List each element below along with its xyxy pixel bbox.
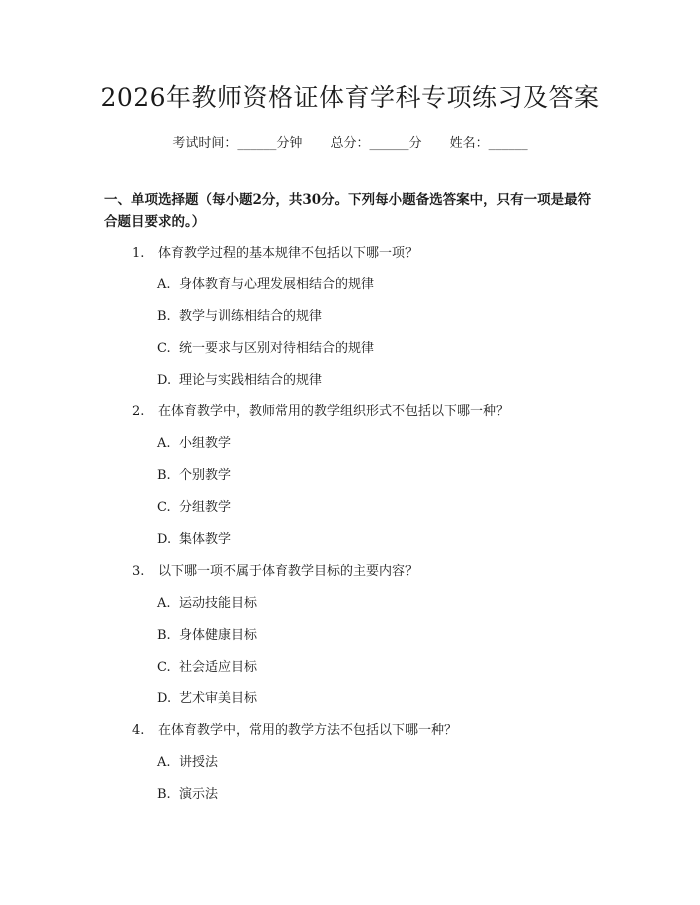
option-text: 理论与实践相结合的规律: [179, 373, 323, 388]
option-letter: A.: [157, 436, 171, 451]
question-number: 1.: [132, 246, 145, 261]
student-name-field: 姓名：______: [449, 136, 528, 151]
question-1-option-b: [157, 308, 322, 326]
question-2-option-a: [157, 435, 231, 453]
question-3: [132, 563, 418, 581]
exam-info: [0, 132, 700, 151]
option-text: 运动技能目标: [179, 596, 258, 611]
option-text: 社会适应目标: [179, 660, 258, 675]
exam-time-field: 考试时间：______分钟: [172, 136, 303, 151]
option-letter: D.: [157, 373, 172, 388]
option-text: 集体教学: [179, 532, 232, 547]
question-number: 4.: [132, 723, 145, 738]
option-text: 艺术审美目标: [179, 691, 258, 706]
option-letter: D.: [157, 691, 172, 706]
question-text: 以下哪一项不属于体育教学目标的主要内容？: [158, 564, 419, 579]
total-score-field: 总分：______分: [330, 136, 422, 151]
question-text: 在体育教学中，教师常用的教学组织形式不包括以下哪一种？: [158, 404, 510, 419]
question-3-option-d: [157, 690, 257, 708]
question-2: [132, 403, 509, 421]
question-text: 体育教学过程的基本规律不包括以下哪一项？: [158, 246, 419, 261]
question-3-option-b: [157, 627, 257, 645]
option-text: 教学与训练相结合的规律: [179, 309, 323, 324]
question-number: 3.: [132, 564, 145, 579]
option-letter: B.: [157, 787, 171, 802]
question-3-option-a: [157, 595, 257, 613]
option-text: 小组教学: [179, 436, 232, 451]
option-letter: C.: [157, 341, 171, 356]
question-2-option-d: [157, 531, 231, 549]
option-text: 演示法: [179, 787, 219, 802]
option-text: 分组教学: [179, 500, 232, 515]
question-1-option-a: [157, 276, 374, 294]
option-letter: C.: [157, 660, 171, 675]
option-letter: A.: [157, 277, 171, 292]
option-letter: B.: [157, 628, 171, 643]
question-2-option-b: [157, 467, 231, 485]
option-text: 身体教育与心理发展相结合的规律: [179, 277, 375, 292]
question-4-option-b: [157, 786, 218, 804]
question-number: 2.: [132, 404, 145, 419]
question-1-option-c: [157, 340, 374, 358]
option-letter: D.: [157, 532, 172, 547]
section-heading: 一、单项选择题（每小题2分，共30分。下列每小题备选答案中，只有一项是最符合题目要求的。）: [104, 192, 592, 230]
question-4: [132, 722, 457, 740]
option-letter: B.: [157, 309, 171, 324]
question-2-option-c: [157, 499, 231, 517]
option-letter: A.: [157, 596, 171, 611]
option-letter: A.: [157, 755, 171, 770]
document-title: 2026年教师资格证体育学科专项练习及答案: [100, 83, 600, 112]
question-1-option-d: [157, 372, 322, 390]
question-4-option-a: [157, 754, 218, 772]
option-letter: C.: [157, 500, 171, 515]
option-text: 讲授法: [179, 755, 219, 770]
option-letter: B.: [157, 468, 171, 483]
question-1: [132, 245, 418, 263]
question-text: 在体育教学中，常用的教学方法不包括以下哪一种？: [158, 723, 458, 738]
option-text: 身体健康目标: [179, 628, 258, 643]
question-3-option-c: [157, 659, 257, 677]
option-text: 个别教学: [179, 468, 232, 483]
option-text: 统一要求与区别对待相结合的规律: [179, 341, 375, 356]
